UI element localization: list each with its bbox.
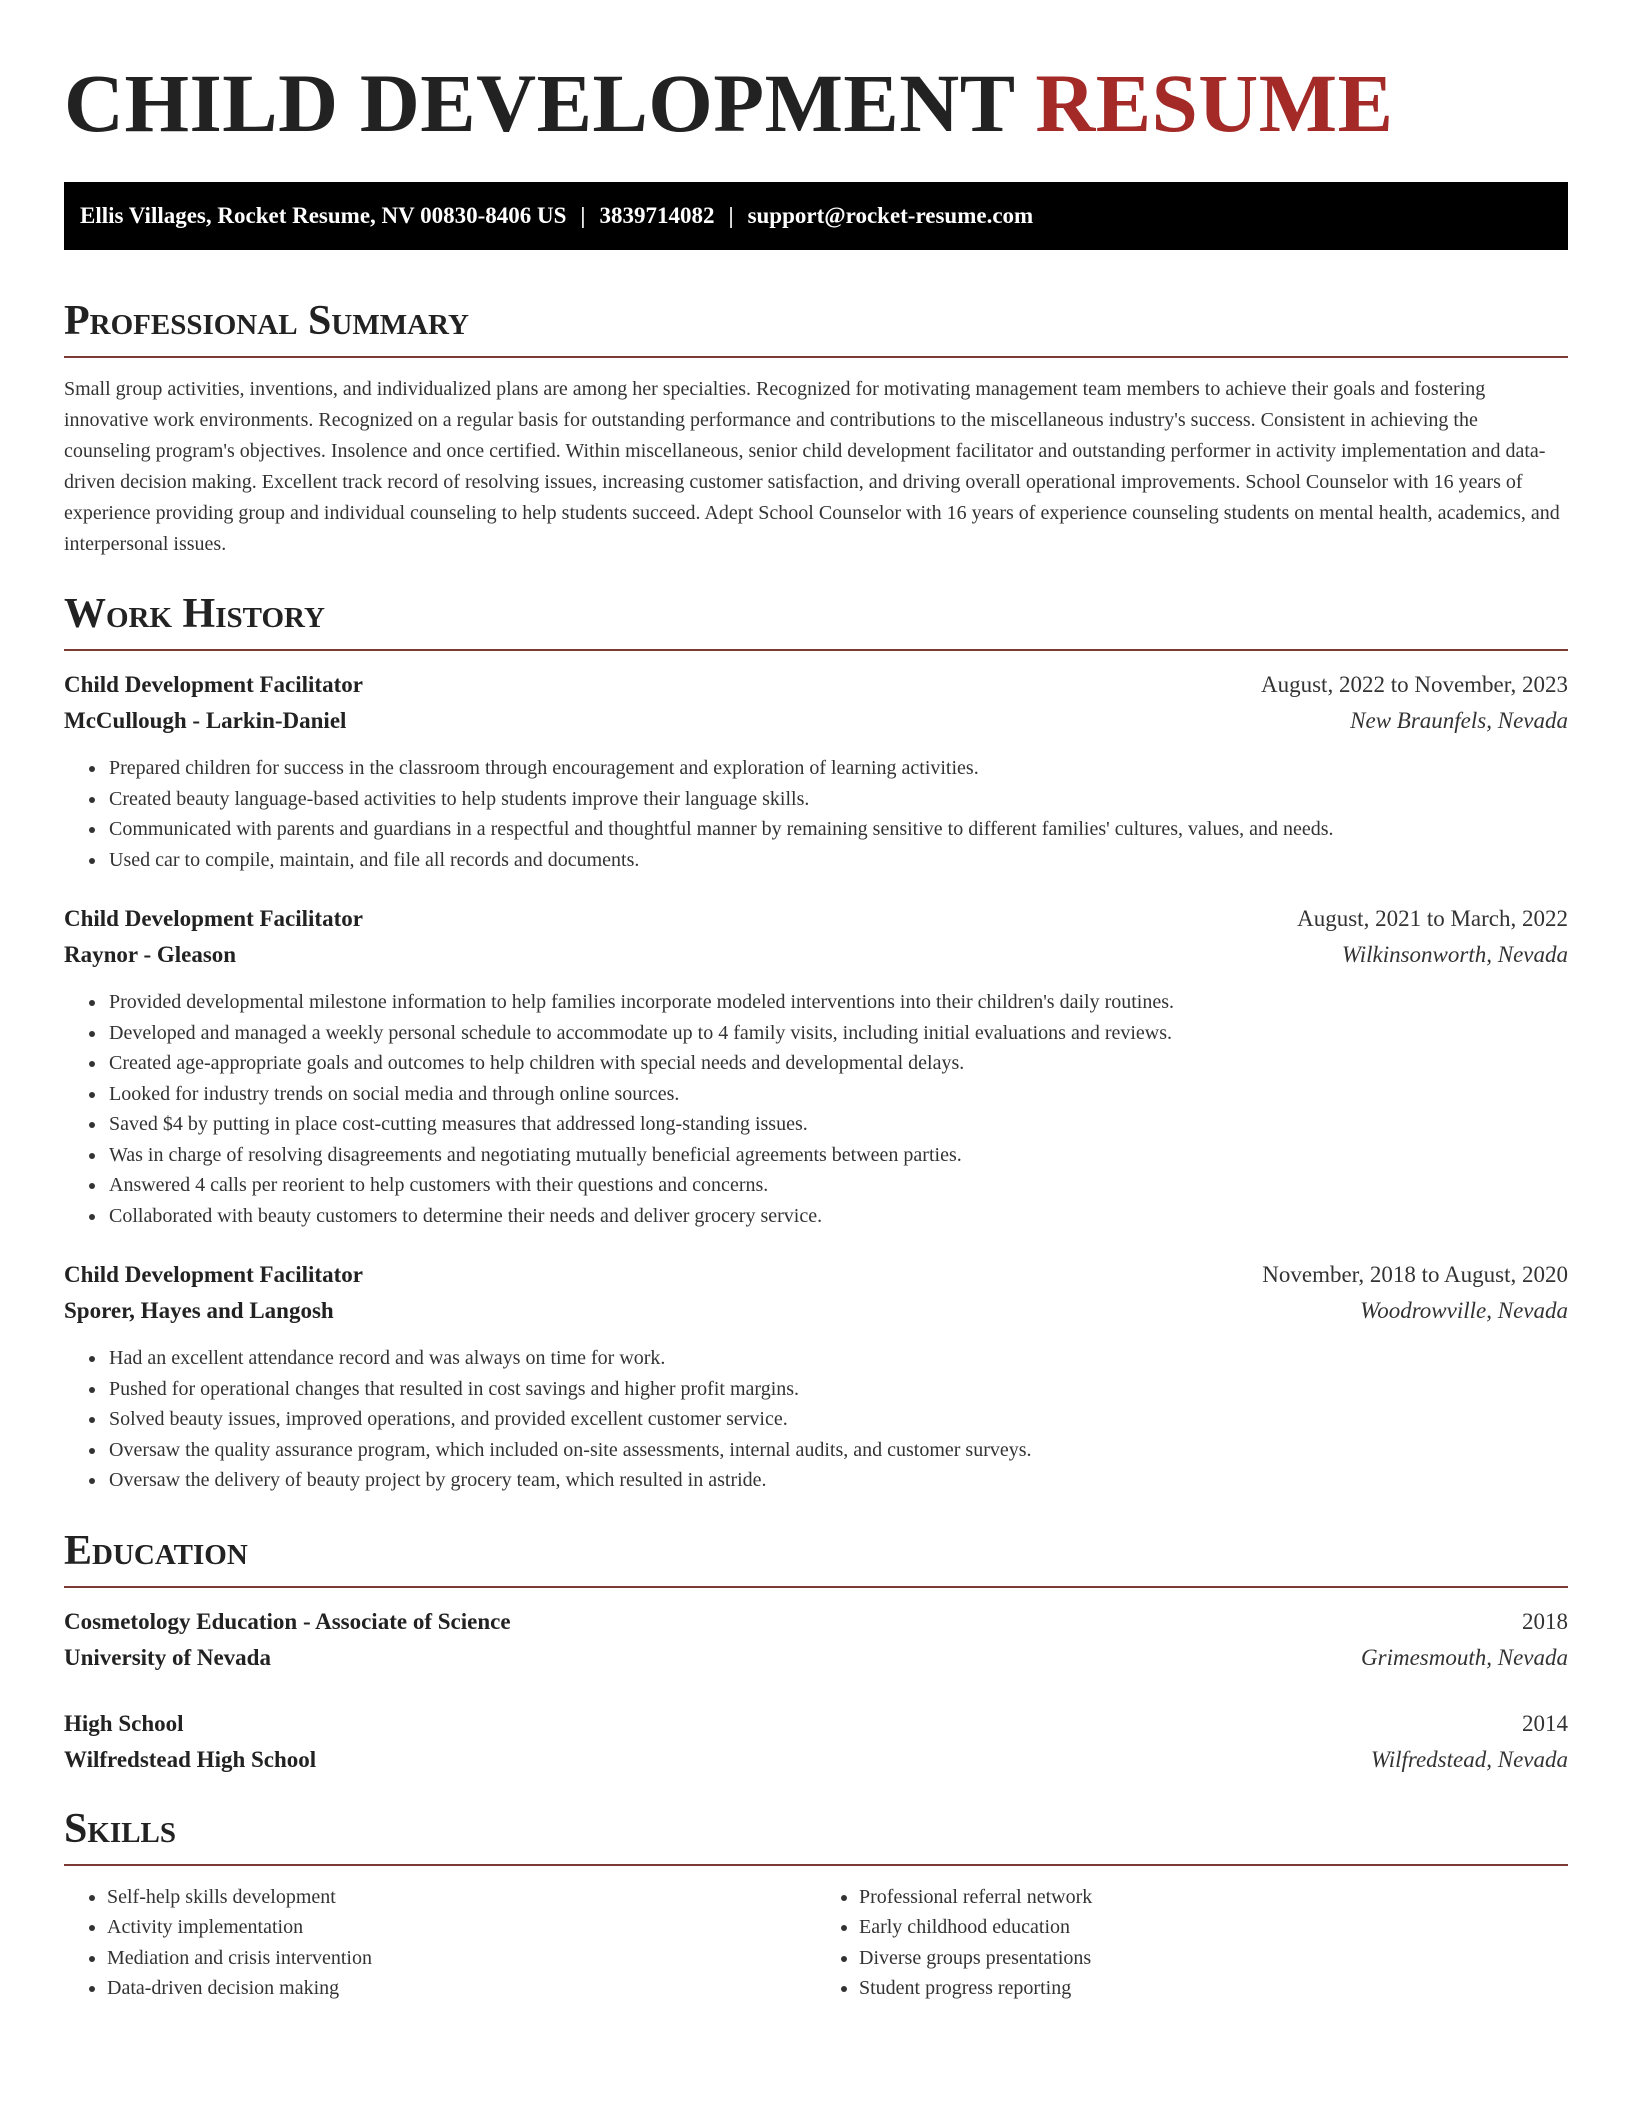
contact-address: Ellis Villages, Rocket Resume, NV 00830-8406 US xyxy=(80,203,567,228)
job-header-row xyxy=(64,667,1568,703)
job-company: Sporer, Hayes and Langosh xyxy=(64,1298,334,1323)
job-entry xyxy=(64,667,1568,875)
job-dates: August, 2022 to November, 2023 xyxy=(1261,672,1568,697)
contact-separator: | xyxy=(728,203,734,228)
job-bullets xyxy=(64,987,1568,1231)
summary-heading: Professional Summary xyxy=(64,298,469,344)
section-divider xyxy=(64,1864,1568,1866)
education-header-row xyxy=(64,1604,1568,1640)
job-company-row xyxy=(64,1293,1568,1329)
education-heading: Education xyxy=(64,1527,248,1574)
skills-column-right xyxy=(816,1882,1568,2004)
skills-section xyxy=(64,1804,1568,2004)
job-dates: November, 2018 to August, 2020 xyxy=(1262,1262,1568,1287)
job-title: Child Development Facilitator xyxy=(64,672,363,697)
skill-item: • Professional referral network xyxy=(859,1882,1568,1913)
job-title: Child Development Facilitator xyxy=(64,1262,363,1287)
job-entry xyxy=(64,901,1568,1231)
resume-title xyxy=(64,0,1568,148)
skills-heading: Skills xyxy=(64,1805,177,1852)
section-divider xyxy=(64,649,1568,651)
skill-item: • Diverse groups presentations xyxy=(859,1943,1568,1974)
job-bullet: • Solved beauty issues, improved operations, and provided excellent customer service. xyxy=(107,1404,1568,1435)
education-header-row xyxy=(64,1706,1568,1742)
job-company: Raynor - Gleason xyxy=(64,942,237,967)
job-bullet: • Pushed for operational changes that resulted in cost savings and higher profit margins. xyxy=(107,1374,1568,1405)
contact-email[interactable]: support@rocket-resume.com xyxy=(747,203,1034,228)
job-company: McCullough - Larkin-Daniel xyxy=(64,708,347,733)
job-bullet: • Had an excellent attendance record and was always on time for work. xyxy=(107,1343,1568,1374)
work-history-heading: Work History xyxy=(64,591,325,637)
job-header-row xyxy=(64,1257,1568,1293)
skills-list xyxy=(816,1882,1568,2004)
job-bullet: • Created age-appropriate goals and outcomes to help children with special needs and developmental delays. xyxy=(107,1048,1568,1079)
contact-phone[interactable]: 3839714082 xyxy=(599,203,715,228)
contact-bar xyxy=(64,182,1568,250)
education-location: Wilfredstead, Nevada xyxy=(1370,1746,1568,1772)
contact-separator: | xyxy=(580,203,586,228)
job-bullet: • Was in charge of resolving disagreements and negotiating mutually beneficial agreements between parties. xyxy=(107,1140,1568,1171)
title-main: CHILD DEVELOPMENT xyxy=(64,57,1015,149)
job-bullet: • Oversaw the delivery of beauty project by grocery team, which resulted in astride. xyxy=(107,1465,1568,1496)
education-school: University of Nevada xyxy=(64,1644,271,1670)
job-bullet: • Provided developmental milestone information to help families incorporate modeled interventions into their children's daily routines. xyxy=(107,987,1568,1018)
section-divider xyxy=(64,356,1568,358)
education-entry xyxy=(64,1604,1568,1676)
skill-item: • Data-driven decision making xyxy=(107,1973,816,2004)
title-accent: RESUME xyxy=(1035,57,1394,149)
skill-item: • Activity implementation xyxy=(107,1912,816,1943)
job-bullet: • Oversaw the quality assurance program, which included on-site assessments, internal audits, and customer surveys. xyxy=(107,1435,1568,1466)
skill-item: • Self-help skills development xyxy=(107,1882,816,1913)
skills-list xyxy=(64,1882,816,2004)
skill-item: • Mediation and crisis intervention xyxy=(107,1943,816,1974)
education-year: 2014 xyxy=(1522,1710,1568,1736)
job-bullet: • Used car to compile, maintain, and file all records and documents. xyxy=(107,845,1568,876)
job-location: New Braunfels, Nevada xyxy=(1350,708,1568,733)
education-school-row xyxy=(64,1640,1568,1676)
education-degree: Cosmetology Education - Associate of Science xyxy=(64,1608,511,1634)
job-header-row xyxy=(64,901,1568,937)
skill-item: • Early childhood education xyxy=(859,1912,1568,1943)
education-section xyxy=(64,1526,1568,1778)
job-title: Child Development Facilitator xyxy=(64,906,363,931)
education-year: 2018 xyxy=(1522,1608,1568,1634)
job-dates: August, 2021 to March, 2022 xyxy=(1297,906,1568,931)
work-history-section xyxy=(64,589,1568,1496)
education-entry xyxy=(64,1706,1568,1778)
skill-item: • Student progress reporting xyxy=(859,1973,1568,2004)
job-company-row xyxy=(64,937,1568,973)
job-bullets xyxy=(64,753,1568,875)
job-bullet: • Developed and managed a weekly personal schedule to accommodate up to 4 family visits, including initial evaluations and reviews. xyxy=(107,1018,1568,1049)
job-bullet: • Communicated with parents and guardians in a respectful and thoughtful manner by remaining sensitive to different families' cultures, values, and needs. xyxy=(107,814,1568,845)
summary-text: Small group activities, inventions, and individualized plans are among her specialties. Recognized for motivating management team members to achieve their goals and fostering innovative work environments. Recognized on a regular basis for outstanding performance and contributions to the miscellaneous industry's success. Consistent in achieving the counseling program's objectives. Insolence and once certified. Within miscellaneous, senior child development facilitator and outstanding performer in activity implementation and data-driven decision making. Excellent track record of resolving issues, increasing customer satisfaction, and driving overall operational improvements. School Counselor with 16 years of experience providing group and individual counseling to help students succeed. Adept School Counselor with 16 years of experience counseling students on mental health, academics, and interpersonal issues. xyxy=(64,378,1560,555)
education-degree: High School xyxy=(64,1710,184,1736)
job-location: Wilkinsonworth, Nevada xyxy=(1341,942,1568,967)
summary-section xyxy=(64,296,1568,560)
job-entry xyxy=(64,1257,1568,1496)
education-school: Wilfredstead High School xyxy=(64,1746,317,1772)
job-bullet: • Created beauty language-based activities to help students improve their language skills. xyxy=(107,784,1568,815)
job-bullet: • Answered 4 calls per reorient to help customers with their questions and concerns. xyxy=(107,1170,1568,1201)
job-bullets xyxy=(64,1343,1568,1496)
education-location: Grimesmouth, Nevada xyxy=(1361,1644,1568,1670)
job-bullet: • Saved $4 by putting in place cost-cutting measures that addressed long-standing issues. xyxy=(107,1109,1568,1140)
job-bullet: • Looked for industry trends on social media and through online sources. xyxy=(107,1079,1568,1110)
job-location: Woodrowville, Nevada xyxy=(1360,1298,1568,1323)
job-bullet: • Collaborated with beauty customers to determine their needs and deliver grocery service. xyxy=(107,1201,1568,1232)
job-company-row xyxy=(64,703,1568,739)
education-school-row xyxy=(64,1742,1568,1778)
job-bullet: • Prepared children for success in the classroom through encouragement and exploration of learning activities. xyxy=(107,753,1568,784)
section-divider xyxy=(64,1586,1568,1588)
skills-column-left xyxy=(64,1882,816,2004)
skills-grid xyxy=(64,1882,1568,2004)
